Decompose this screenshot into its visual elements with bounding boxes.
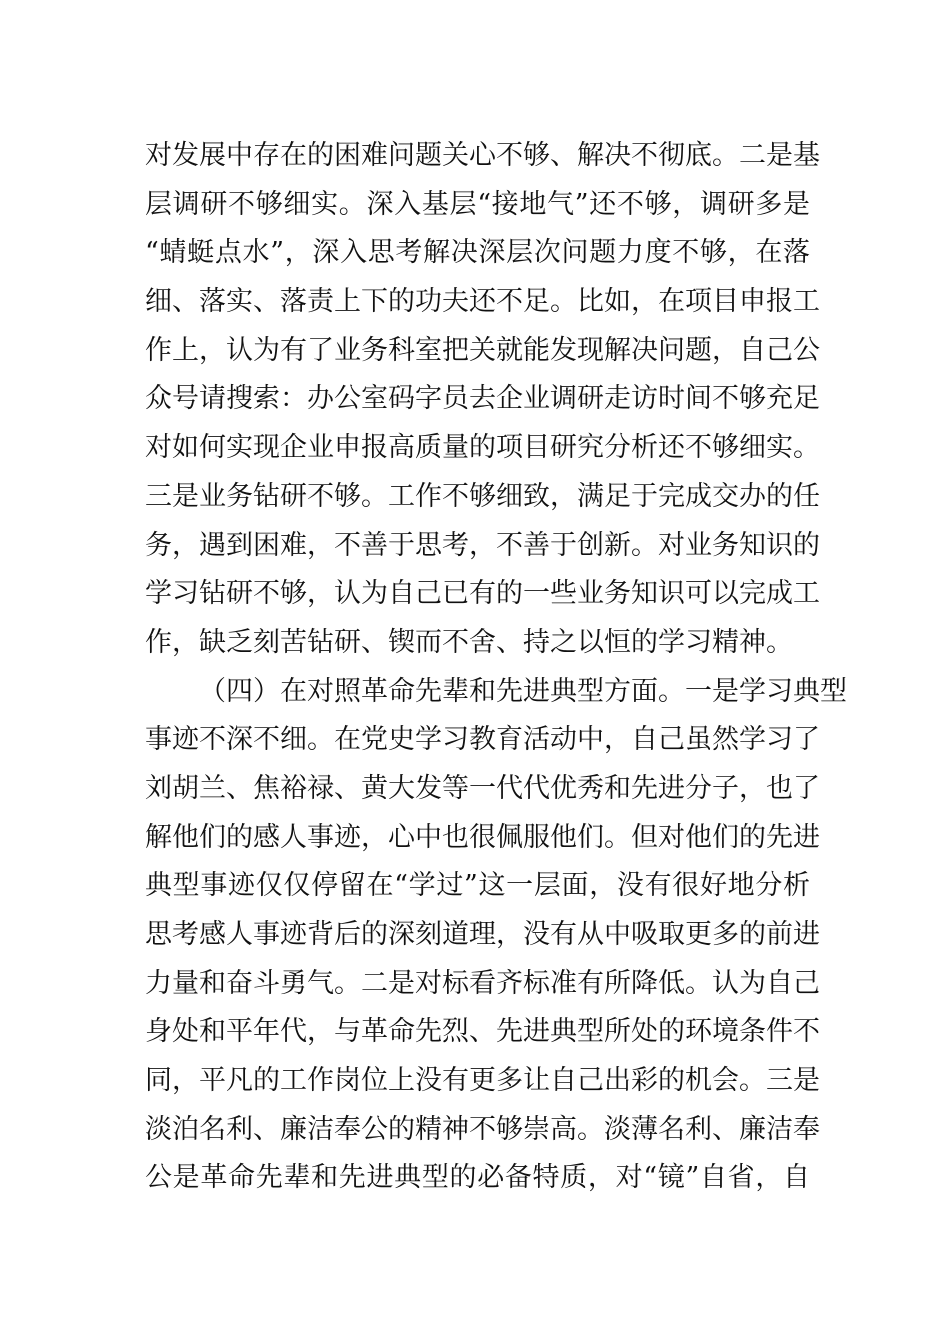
text-line: 务，遇到困难，不善于思考，不善于创新。对业务知识的 (145, 529, 820, 561)
body-text (145, 132, 847, 1203)
paragraph-end-line: 作，缺乏刻苦钻研、锲而不舍、持之以恒的学习精神。 (145, 626, 793, 658)
text-line: 身处和平年代，与革命先烈、先进典型所处的环境条件不 (145, 1016, 820, 1048)
text-line: 思考感人事迹背后的深刻道理，没有从中吸取更多的前进 (145, 919, 820, 950)
text-line: 层调研不够细实。深入基层“接地气”还不够，调研多是 (145, 188, 810, 220)
text-line: 学习钻研不够，认为自己已有的一些业务知识可以完成工 (145, 578, 820, 610)
text-line: 众号请搜索：办公室码字员去企业调研走访时间不够充足 (145, 383, 820, 415)
text-line: 三是业务钻研不够。工作不够细致，满足于完成交办的任 (145, 480, 820, 512)
text-line: 对如何实现企业申报高质量的项目研究分析还不够细实。 (145, 432, 820, 464)
text-line: 力量和奋斗勇气。二是对标看齐标准有所降低。认为自己 (145, 967, 820, 999)
text-line: 同，平凡的工作岗位上没有更多让自己出彩的机会。三是 (145, 1065, 820, 1097)
text-line: 作上，认为有了业务科室把关就能发现解决问题，自己公 (145, 334, 820, 366)
section-heading-line: （四）在对照革命先辈和先进典型方面。一是学习典型 (199, 675, 847, 707)
text-line: 对发展中存在的困难问题关心不够、解决不彻底。二是基 (145, 140, 820, 171)
text-line: 事迹不深不细。在党史学习教育活动中，自己虽然学习了 (145, 724, 820, 756)
text-line: “蜻蜓点水”，深入思考解决深层次问题力度不够，在落 (145, 237, 810, 269)
text-line: 淡泊名利、廉洁奉公的精神不够崇高。淡薄名利、廉洁奉 (145, 1113, 820, 1145)
text-line: 解他们的感人事迹，心中也很佩服他们。但对他们的先进 (145, 821, 820, 853)
text-line: 典型事迹仅仅停留在“学过”这一层面，没有很好地分析 (145, 870, 810, 902)
text-line: 公是革命先辈和先进典型的必备特质，对“镜”自省，自 (145, 1162, 810, 1194)
text-line: 细、落实、落责上下的功夫还不足。比如，在项目申报工 (145, 286, 820, 318)
text-line: 刘胡兰、焦裕禄、黄大发等一代代优秀和先进分子，也了 (145, 772, 820, 804)
